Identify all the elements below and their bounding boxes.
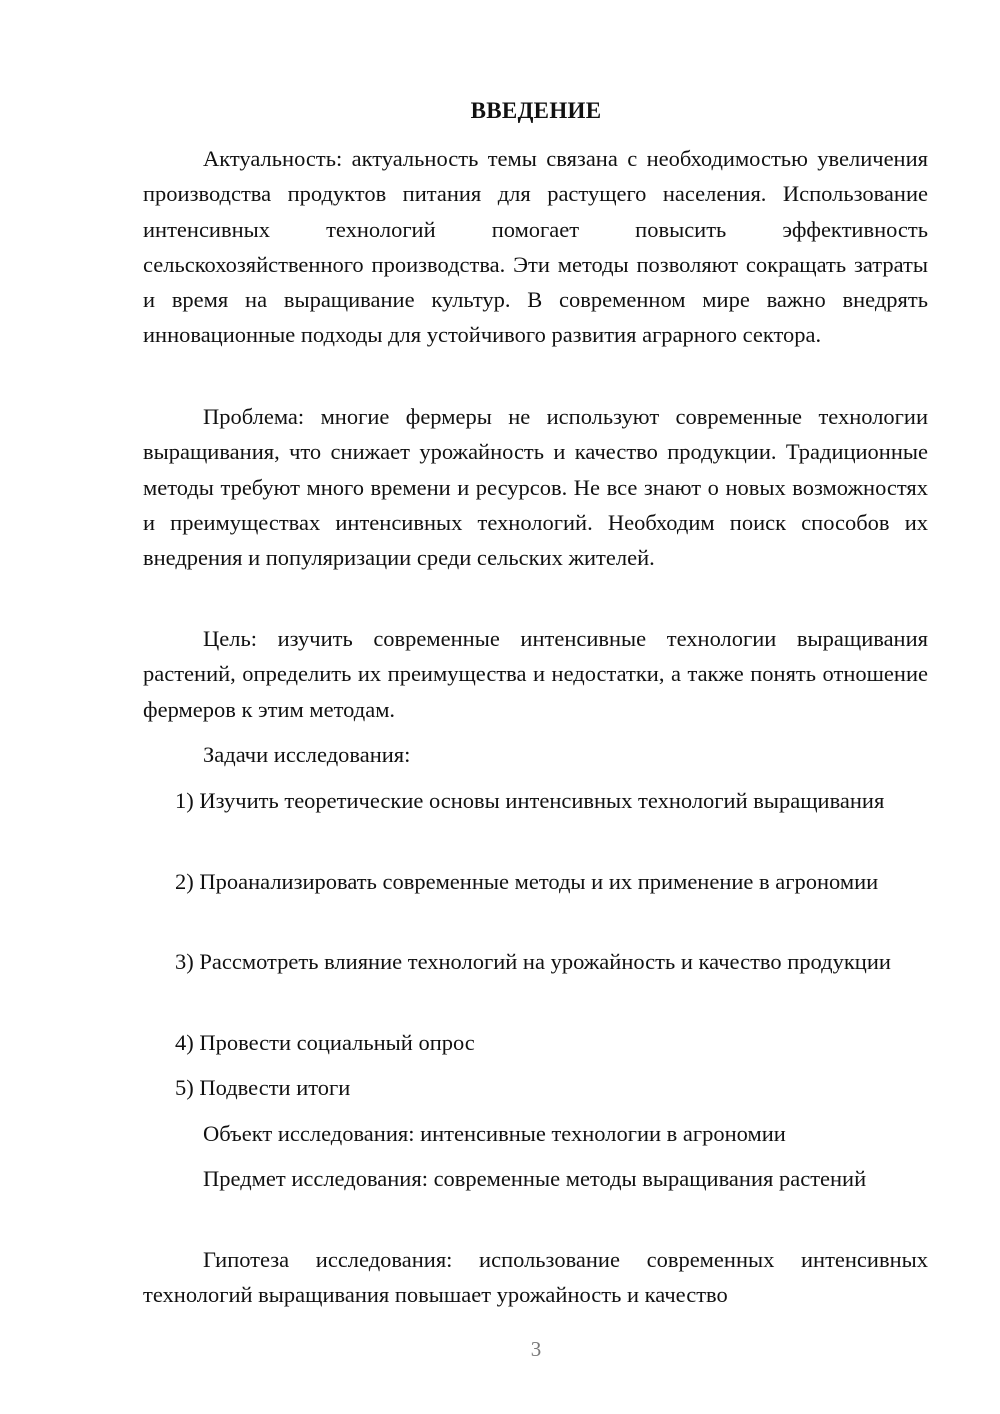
tasks-title: Задачи исследования: — [203, 742, 411, 767]
hypothesis-paragraph: Гипотеза исследования: использование современных интенсивных технологий выращивания повышает урожайность и качество — [143, 1247, 928, 1308]
task-item-4: 4) Провести социальный опрос — [175, 1030, 475, 1055]
subject-paragraph: Предмет исследования: современные методы выращивания растений — [203, 1166, 867, 1191]
task-item-3: 3) Рассмотреть влияние технологий на урожайность и качество продукции — [175, 949, 891, 974]
problem-paragraph: Проблема: многие фермеры не используют современные технологии выращивания, что снижает урожайность и качество продукции. Традиционные методы требуют много времени и ресурсов. Не все знают о новых возможностях и преимуществах интенсивных технологий. Необходим поиск способов их внедрения и популяризации среди сельских жителей. — [143, 404, 928, 571]
goal-paragraph: Цель: изучить современные интенсивные технологии выращивания растений, определить их преимущества и недостатки, а также понять отношение фермеров к этим методам. — [143, 626, 928, 722]
object-paragraph: Объект исследования: интенсивные технологии в агрономии — [203, 1121, 786, 1146]
relevance-paragraph: Актуальность: актуальность темы связана с необходимостью увеличения производства продуктов питания для растущего населения. Использование интенсивных технологий помогает повысить эффективность сельскохозяйственного производства. Эти методы позволяют сокращать затраты и время на выращивание культур. В современном мире важно внедрять инновационные подходы для устойчивого развития аграрного сектора. — [143, 146, 928, 348]
task-item-2: 2) Проанализировать современные методы и их применение в агрономии — [175, 869, 879, 894]
task-item-5: 5) Подвести итоги — [175, 1075, 351, 1100]
page-number: 3 — [530, 1337, 542, 1361]
task-item-1: 1) Изучить теоретические основы интенсивных технологий выращивания — [175, 788, 885, 813]
section-heading: ВВЕДЕНИЕ — [470, 98, 602, 123]
